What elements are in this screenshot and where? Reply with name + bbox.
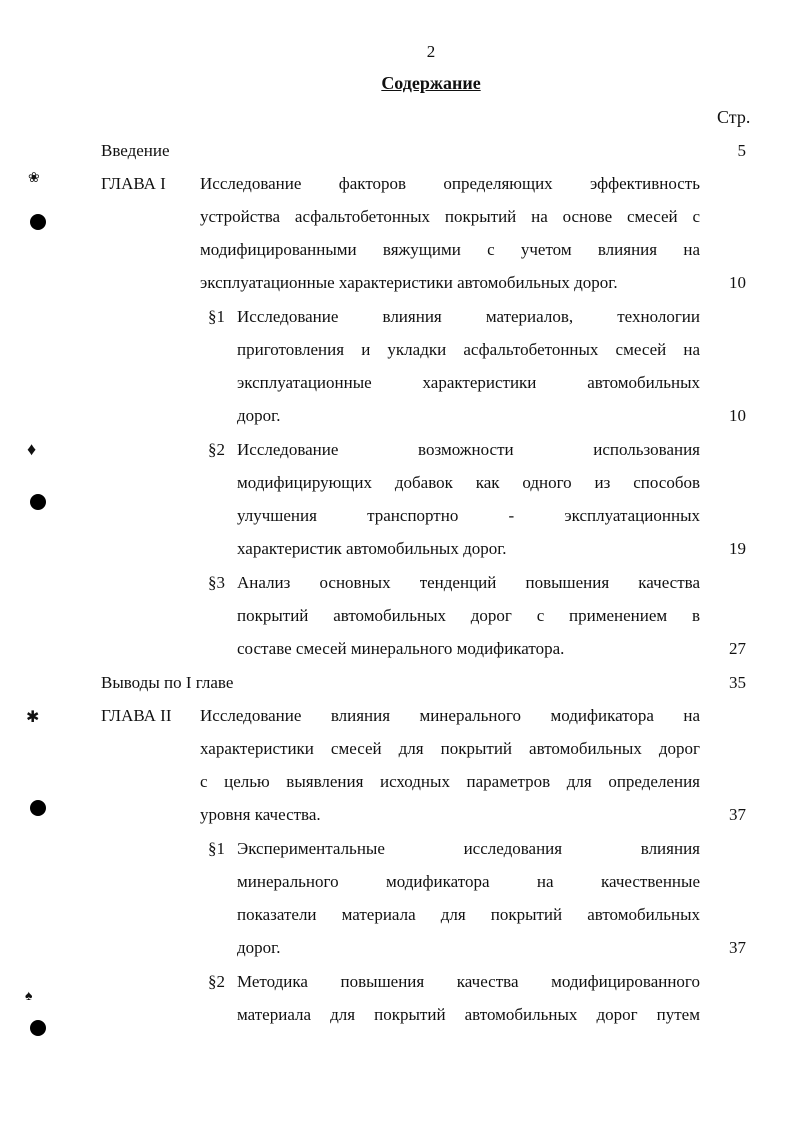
toc-page: 37: [729, 805, 746, 824]
toc-text-line: характеристики смесей для покрытий автомобильных дорог: [200, 739, 700, 758]
toc-page: 10: [729, 273, 746, 292]
toc-entry-chapter-1[interactable]: [0, 171, 796, 304]
toc-text-line: приготовления и укладки асфальтобетонных смесей на: [237, 340, 700, 359]
toc-entry-ch1-sec3[interactable]: [0, 573, 796, 670]
toc-text-line: эксплуатационные характеристики автомобильных дорог.: [200, 273, 618, 292]
toc-text-line: Анализ основных тенденций повышения качества: [237, 573, 700, 592]
toc-page: 19: [729, 539, 746, 558]
toc-label: Выводы по I главе: [101, 673, 234, 692]
toc-label: ГЛАВА I: [101, 174, 166, 193]
toc-text-line: покрытий автомобильных дорог с применением в: [237, 606, 700, 625]
toc-text-line: характеристик автомобильных дорог.: [237, 539, 507, 558]
toc-section-number: §1: [208, 307, 225, 326]
toc-text-line: дорог.: [237, 406, 281, 425]
toc-text-line: минерального модификатора на качественные: [237, 872, 700, 891]
toc-text-line: Исследование влияния минерального модификатора на: [200, 706, 700, 725]
page-column-header: Стр.: [717, 107, 751, 127]
page-number: 2: [426, 42, 436, 61]
toc-entry-ch2-sec2[interactable]: [0, 972, 796, 1036]
toc-label: ГЛАВА II: [101, 706, 172, 725]
toc-text-line: Экспериментальные исследования влияния: [237, 839, 700, 858]
toc-section-number: §1: [208, 839, 225, 858]
toc-entry-intro[interactable]: [0, 141, 796, 163]
toc-text-line: Методика повышения качества модифицированного: [237, 972, 700, 991]
toc-text-line: с целью выявления исходных параметров для определения: [200, 772, 700, 791]
toc-text-line: Исследование факторов определяющих эффективность: [200, 174, 700, 193]
toc-text-line: дорог.: [237, 938, 281, 957]
toc-section-number: §2: [208, 440, 225, 459]
toc-text-line: Исследование влияния материалов, технологии: [237, 307, 700, 326]
toc-label: Введение: [101, 141, 170, 160]
toc-text-line: Исследование возможности использования: [237, 440, 700, 459]
toc-page: 10: [729, 406, 746, 425]
toc-page: 37: [729, 938, 746, 957]
toc-section-number: §2: [208, 972, 225, 991]
toc-text-line: материала для покрытий автомобильных дорог путем: [237, 1005, 700, 1024]
page-title: Содержание: [381, 73, 481, 93]
scan-mark-1: ❀: [28, 171, 40, 186]
toc-text-line: показатели материала для покрытий автомобильных: [237, 905, 700, 924]
toc-text-line: устройства асфальтобетонных покрытий на основе смесей с: [200, 207, 700, 226]
toc-entry-ch1-sec1[interactable]: [0, 307, 796, 437]
toc-page: 5: [737, 141, 746, 160]
toc-page: 27: [729, 639, 746, 658]
toc-entry-ch1-sec2[interactable]: [0, 440, 796, 570]
scan-mark-3: ✱: [26, 709, 40, 726]
toc-text-line: модифицирующих добавок как одного из способов: [237, 473, 700, 492]
toc-page: 35: [729, 673, 746, 692]
toc-text-line: эксплуатационные характеристики автомобильных: [237, 373, 700, 392]
toc-text-line: составе смесей минерального модификатора.: [237, 639, 565, 658]
toc-text-line: улучшения транспортно - эксплуатационных: [237, 506, 700, 525]
toc-entry-chapter-2[interactable]: [0, 706, 796, 836]
toc-text-line: уровня качества.: [200, 805, 321, 824]
toc-text-line: модифицированными вяжущими с учетом влияния на: [200, 240, 700, 259]
toc-section-number: §3: [208, 573, 225, 592]
scan-mark-4: ♠: [25, 989, 33, 1004]
toc-entry-conclusions-1[interactable]: [0, 673, 796, 695]
scan-mark-2: ♦: [27, 439, 37, 459]
toc-entry-ch2-sec1[interactable]: [0, 839, 796, 969]
